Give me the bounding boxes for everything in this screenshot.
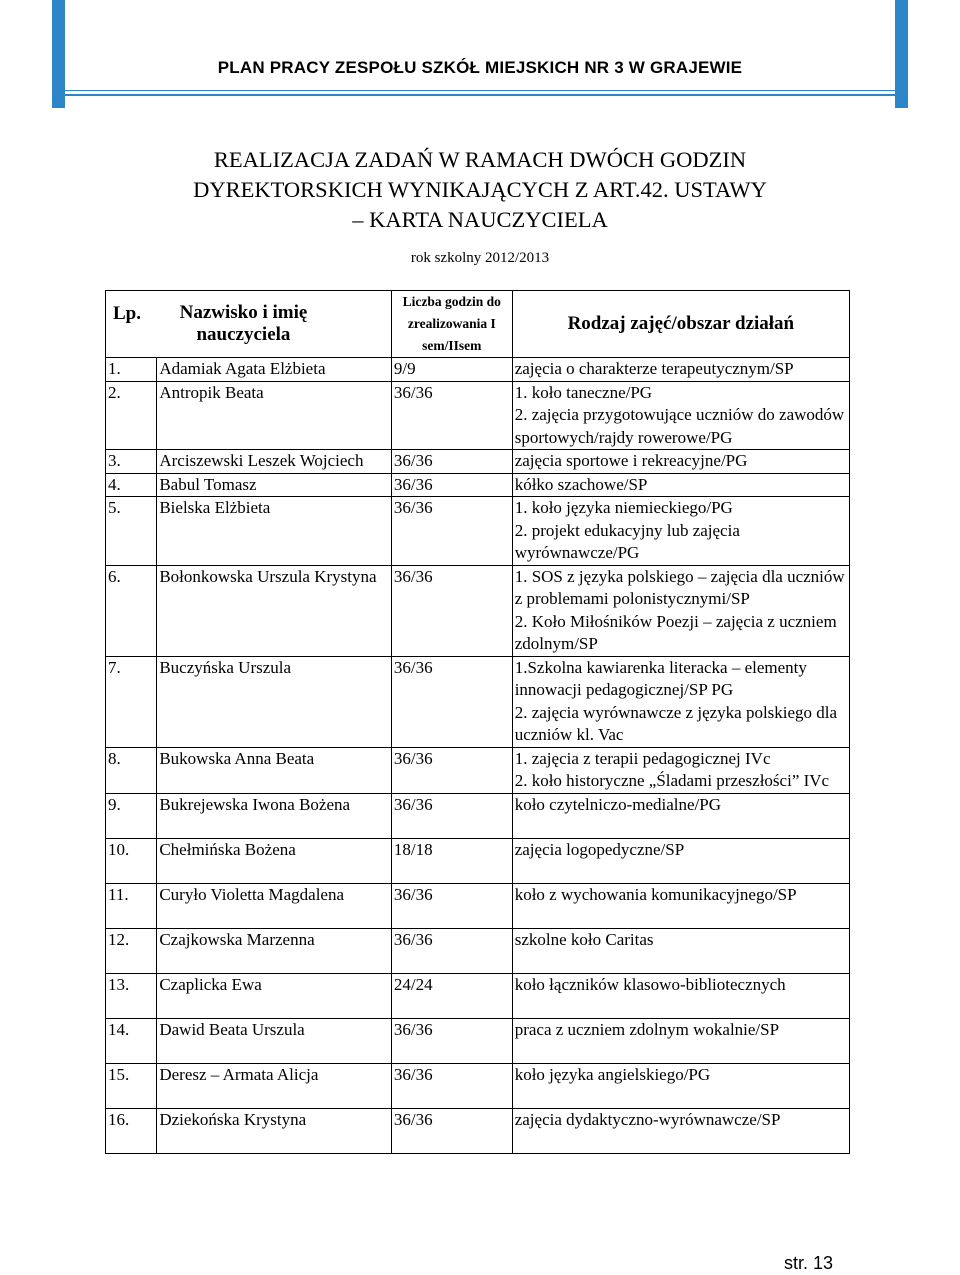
school-year: rok szkolny 2012/2013 — [410, 250, 550, 266]
activity-item: szkolne koło Caritas — [514, 929, 654, 949]
row-number: 10. — [106, 838, 157, 883]
activity-cell — [512, 1018, 849, 1063]
teacher-name: Chełmińska Bożena — [157, 838, 392, 883]
activity-cell — [512, 1108, 849, 1153]
activity-cell — [512, 358, 849, 382]
row-number: 14. — [106, 1018, 157, 1063]
row-number: 9. — [106, 793, 157, 838]
table-row — [106, 747, 850, 793]
row-number: 7. — [106, 656, 157, 747]
activity-item: 1.Szkolna kawiarenka literacka – elementy innowacji pedagogicznej/SP PG — [514, 657, 807, 699]
header-rule-thin — [52, 90, 908, 91]
row-number: 1. — [106, 358, 157, 382]
header-rule-thick — [52, 94, 908, 96]
hours-value: 36/36 — [391, 793, 512, 838]
teachers-table — [105, 290, 850, 1154]
document-title — [150, 145, 810, 235]
activity-item: zajęcia sportowe i rekreacyjne/PG — [514, 451, 748, 470]
activity-cell — [512, 1063, 849, 1108]
teacher-name: Bukowska Anna Beata — [157, 747, 392, 793]
teacher-name: Deresz – Armata Alicja — [157, 1063, 392, 1108]
activity-cell — [512, 565, 849, 656]
activity-item: praca z uczniem zdolnym wokalnie/SP — [514, 1019, 780, 1039]
table-row — [106, 793, 850, 838]
table-row — [106, 1018, 850, 1063]
table-row — [106, 473, 850, 497]
table-row — [106, 1108, 850, 1153]
row-number: 5. — [106, 497, 157, 566]
header-left-accent-bar — [52, 0, 65, 108]
teacher-name: Czaplicka Ewa — [157, 973, 392, 1018]
teacher-name: Bielska Elżbieta — [157, 497, 392, 566]
teacher-name: Dziekońska Krystyna — [157, 1108, 392, 1153]
teacher-name: Antropik Beata — [157, 381, 392, 450]
row-number: 4. — [106, 473, 157, 497]
table-row — [106, 928, 850, 973]
row-number: 2. — [106, 381, 157, 450]
row-number: 11. — [106, 883, 157, 928]
activity-cell — [512, 793, 849, 838]
row-number: 6. — [106, 565, 157, 656]
activity-cell — [512, 473, 849, 497]
hours-value: 36/36 — [391, 883, 512, 928]
activity-item: zajęcia logopedyczne/SP — [514, 839, 685, 859]
hours-column-header: Liczba godzin do zrealizowania I sem/IIsem — [391, 291, 512, 358]
header-right-accent-bar — [895, 0, 908, 108]
hours-value: 36/36 — [391, 747, 512, 793]
row-number: 13. — [106, 973, 157, 1018]
activity-item: 2. koło historyczne „Śladami przeszłości” IVc — [514, 771, 830, 790]
hours-value: 36/36 — [391, 1108, 512, 1153]
teacher-name: Bołonkowska Urszula Krystyna — [157, 565, 392, 656]
hours-value: 36/36 — [391, 1018, 512, 1063]
document-title-line-3: – KARTA NAUCZYCIELA — [352, 207, 608, 232]
table-row — [106, 883, 850, 928]
table-row — [106, 565, 850, 656]
hours-value: 9/9 — [391, 358, 512, 382]
teacher-name: Bukrejewska Iwona Bożena — [157, 793, 392, 838]
teacher-name: Adamiak Agata Elżbieta — [157, 358, 392, 382]
activity-cell — [512, 973, 849, 1018]
name-column-header: Nazwisko i imię nauczyciela — [106, 291, 392, 358]
teacher-name: Arciszewski Leszek Wojciech — [157, 450, 392, 474]
hours-value: 36/36 — [391, 656, 512, 747]
activity-cell — [512, 838, 849, 883]
table-row — [106, 1063, 850, 1108]
page-number: str. 13 — [784, 1253, 834, 1273]
table-row — [106, 656, 850, 747]
activity-cell — [512, 928, 849, 973]
activity-item: koło łączników klasowo-bibliotecznych — [514, 974, 786, 994]
teacher-name: Babul Tomasz — [157, 473, 392, 497]
activity-cell — [512, 450, 849, 474]
table-header-row — [106, 291, 850, 358]
table-row — [106, 973, 850, 1018]
document-title-line-1: REALIZACJA ZADAŃ W RAMACH DWÓCH GODZIN — [213, 147, 747, 172]
activity-item: 1. SOS z języka polskiego – zajęcia dla uczniów z problemami polonistycznymi/SP — [514, 566, 845, 608]
document-title-line-2: DYREKTORSKICH WYNIKAJĄCYCH Z ART.42. USTAWY — [193, 177, 767, 202]
activity-item: kółko szachowe/SP — [514, 474, 648, 494]
hours-value: 36/36 — [391, 381, 512, 450]
hours-value: 36/36 — [391, 450, 512, 474]
activity-item: 2. projekt edukacyjny lub zajęcia wyrównawcze/PG — [514, 520, 740, 562]
row-number: 15. — [106, 1063, 157, 1108]
hours-value: 18/18 — [391, 838, 512, 883]
table-row — [106, 358, 850, 382]
activity-item: zajęcia dydaktyczno-wyrównawcze/SP — [514, 1109, 781, 1129]
activity-item: koło czytelniczo-medialne/PG — [514, 794, 721, 814]
activity-item: koło języka angielskiego/PG — [514, 1064, 711, 1084]
activity-cell — [512, 497, 849, 566]
table-row — [106, 450, 850, 474]
hours-value: 36/36 — [391, 565, 512, 656]
activity-item: 1. koło języka niemieckiego/PG — [514, 498, 733, 517]
row-number: 8. — [106, 747, 157, 793]
activity-item: 1. koło taneczne/PG — [514, 382, 653, 402]
row-number: 3. — [106, 450, 157, 474]
hours-value: 36/36 — [391, 928, 512, 973]
activity-item: 2. zajęcia przygotowujące uczniów do zawodów sportowych/rajdy rowerowe/PG — [514, 405, 845, 447]
activity-cell — [512, 381, 849, 450]
activity-cell — [512, 883, 849, 928]
teacher-name: Dawid Beata Urszula — [157, 1018, 392, 1063]
page-header-title: PLAN PRACY ZESPOŁU SZKÓŁ MIEJSKICH NR 3 W GRAJEWIE — [217, 58, 743, 77]
activity-cell — [512, 747, 849, 793]
teacher-name: Czajkowska Marzenna — [157, 928, 392, 973]
table-row — [106, 381, 850, 450]
table-row — [106, 497, 850, 566]
lp-column-header: Lp. — [113, 303, 141, 324]
hours-value: 36/36 — [391, 497, 512, 566]
activity-item: 2. Koło Miłośników Poezji – zajęcia z uczniem zdolnym/SP — [514, 611, 837, 653]
hours-value: 36/36 — [391, 473, 512, 497]
hours-value: 36/36 — [391, 1063, 512, 1108]
activity-item: 2. zajęcia wyrównawcze z języka polskiego dla uczniów kl. Vac — [514, 702, 838, 744]
hours-value: 24/24 — [391, 973, 512, 1018]
activity-item: 1. zajęcia z terapii pedagogicznej IVc — [514, 748, 771, 768]
activity-item: koło z wychowania komunikacyjnego/SP — [514, 884, 797, 904]
teacher-name: Curyło Violetta Magdalena — [157, 883, 392, 928]
row-number: 16. — [106, 1108, 157, 1153]
row-number: 12. — [106, 928, 157, 973]
table-row — [106, 838, 850, 883]
activity-cell — [512, 656, 849, 747]
activity-item: zajęcia o charakterze terapeutycznym/SP — [514, 359, 794, 378]
activity-column-header: Rodzaj zajęć/obszar działań — [512, 291, 849, 358]
teacher-name: Buczyńska Urszula — [157, 656, 392, 747]
